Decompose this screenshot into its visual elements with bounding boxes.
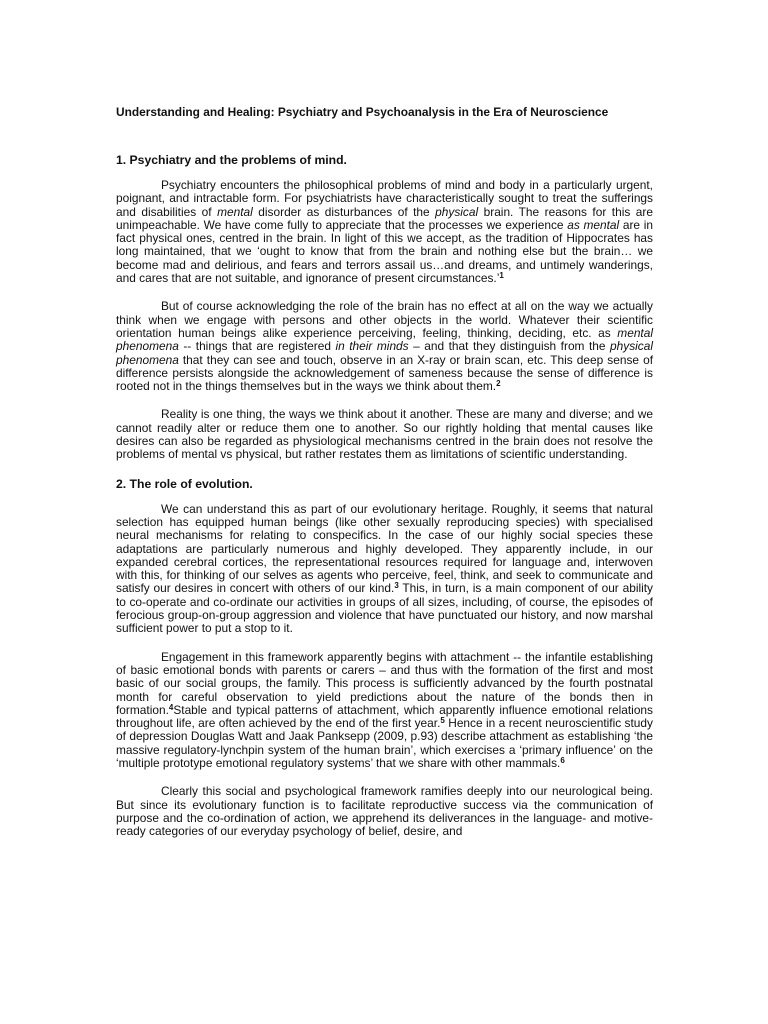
section-1-heading: 1. Psychiatry and the problems of mind. [116, 153, 347, 167]
text-run: -- things that are registered [178, 339, 336, 354]
section-2-paragraph-3 [116, 785, 653, 838]
footnote-marker: 5 [440, 716, 445, 726]
text-run: We can understand this as part of our evolutionary heritage. Roughly, it seems that natural selection has equipped human beings (like other sexually reproducing species) with specialised neural mechanisms for relating to conspecifics. In the case of our highly social species these adaptations are particularly numerous and highly developed. They apparently include, in our expanded cerebral cortices, the representational resources required for language and, interwoven with this, for thinking of our selves as agents who perceive, feel, think, and seek to communicate and satisfy our desires in concert with others of our kind. [116, 501, 653, 596]
text-run: brain. The reasons for this are unimpeachable. We have come fully to appreciate that the processes we experience [116, 204, 653, 232]
text-run: Reality is one thing, the ways we think about it another. These are many and diverse; and we cannot readily alter or reduce them one to another. So our rightly holding that mental causes like desires can also be regarded as physiological mechanisms centred in the brain does not resolve the problems of mental vs physical, but rather restates them as limitations of scientific understanding. [116, 407, 653, 462]
section-1-paragraph-2 [116, 300, 653, 393]
document-title: Understanding and Healing: Psychiatry and Psychoanalysis in the Era of Neuroscience [116, 105, 609, 119]
emphasis-text: physical phenomena [116, 339, 653, 367]
text-run: Hence in a recent neuroscientific study of depression Douglas Watt and Jaak Panksepp (2009, p.93) describe attachment as establishing ‘the massive regulatory-lynchpin system of the human brain’, which exercises a ‘primary influence’ on the ‘multiple prototype emotional regulatory systems’ that we share with other mammals. [116, 716, 653, 770]
emphasis-text: mental phenomena [116, 325, 653, 354]
emphasis-text: mental [217, 204, 253, 219]
document-page [116, 105, 653, 853]
emphasis-text: physical [435, 204, 479, 219]
text-run: are in fact physical ones, centred in the brain. In light of this we accept, as the tradition of Hippocrates has long maintained, that we ‘ought to know that from the brain and nothing else but the brain… we become mad and delirious, and fears and terrors assail us…and dreams, and untimely wanderings, and cares that are not suitable, and ignorance of present circumstances.’ [116, 217, 653, 286]
emphasis-text: in their minds [335, 339, 409, 354]
footnote-marker: 3 [394, 581, 399, 591]
section-2-paragraph-2 [116, 651, 653, 771]
text-run: that they can see and touch, observe in an X-ray or brain scan, etc. This deep sense of difference persists alongside the acknowledgement of sameness because the sense of difference is rooted not in the things themselves but in the ways we think about them. [116, 352, 653, 394]
text-run: disorder as disturbances of the [252, 204, 436, 219]
footnote-marker: 4 [168, 702, 174, 712]
text-run: – and that they distinguish from the [408, 339, 611, 354]
section-1-paragraph-1 [116, 179, 653, 285]
text-run: Stable and typical patterns of attachment, which apparently influence emotional relations throughout life, are often achieved by the end of the first year. [116, 702, 653, 731]
footnote-marker: 6 [560, 755, 565, 765]
text-run: This, in turn, is a main component of our ability to co-operate and co-ordinate our activities in groups of all sizes, including, of course, the episodes of ferocious group-on-group aggression and violence that have punctuated our history, and now marshal sufficient power to put a stop to it. [116, 581, 653, 636]
section-2-heading: 2. The role of evolution. [116, 476, 253, 491]
text-run: Psychiatry encounters the philosophical problems of mind and body in a particularly urgent, poignant, and intractable form. For psychiatrists have characteristically sought to treat the sufferings and disabilities of [116, 178, 653, 219]
text-run: Clearly this social and psychological framework ramifies deeply into our neurological being. But since its evolutionary function is to facilitate reproductive success via the communication of purpose and the co-ordination of action, we apprehend its deliverances in the language- and motive-ready categories of our everyday psychology of belief, desire, and [116, 784, 653, 839]
emphasis-text: as mental [567, 217, 620, 232]
footnote-marker: 1 [499, 271, 504, 281]
section-2-paragraph-1 [116, 503, 653, 636]
section-1-paragraph-3 [116, 408, 653, 461]
footnote-marker: 2 [496, 379, 501, 389]
text-run: Engagement in this framework apparently begins with attachment -- the infantile establishing of basic emotional bonds with parents or carers – and thus with the formation of the first and most basic of our social groups, the family. This process is sufficiently advanced by the fourth postnatal month for careful observation to yield predictions about the nature of the bonds then in formation. [116, 649, 653, 717]
text-run: But of course acknowledging the role of the brain has no effect at all on the way we actually think when we engage with persons and other objects in the world. Whatever their scientific orientation human beings alike experience perceiving, feeling, thinking, deciding, etc. as [116, 299, 653, 340]
